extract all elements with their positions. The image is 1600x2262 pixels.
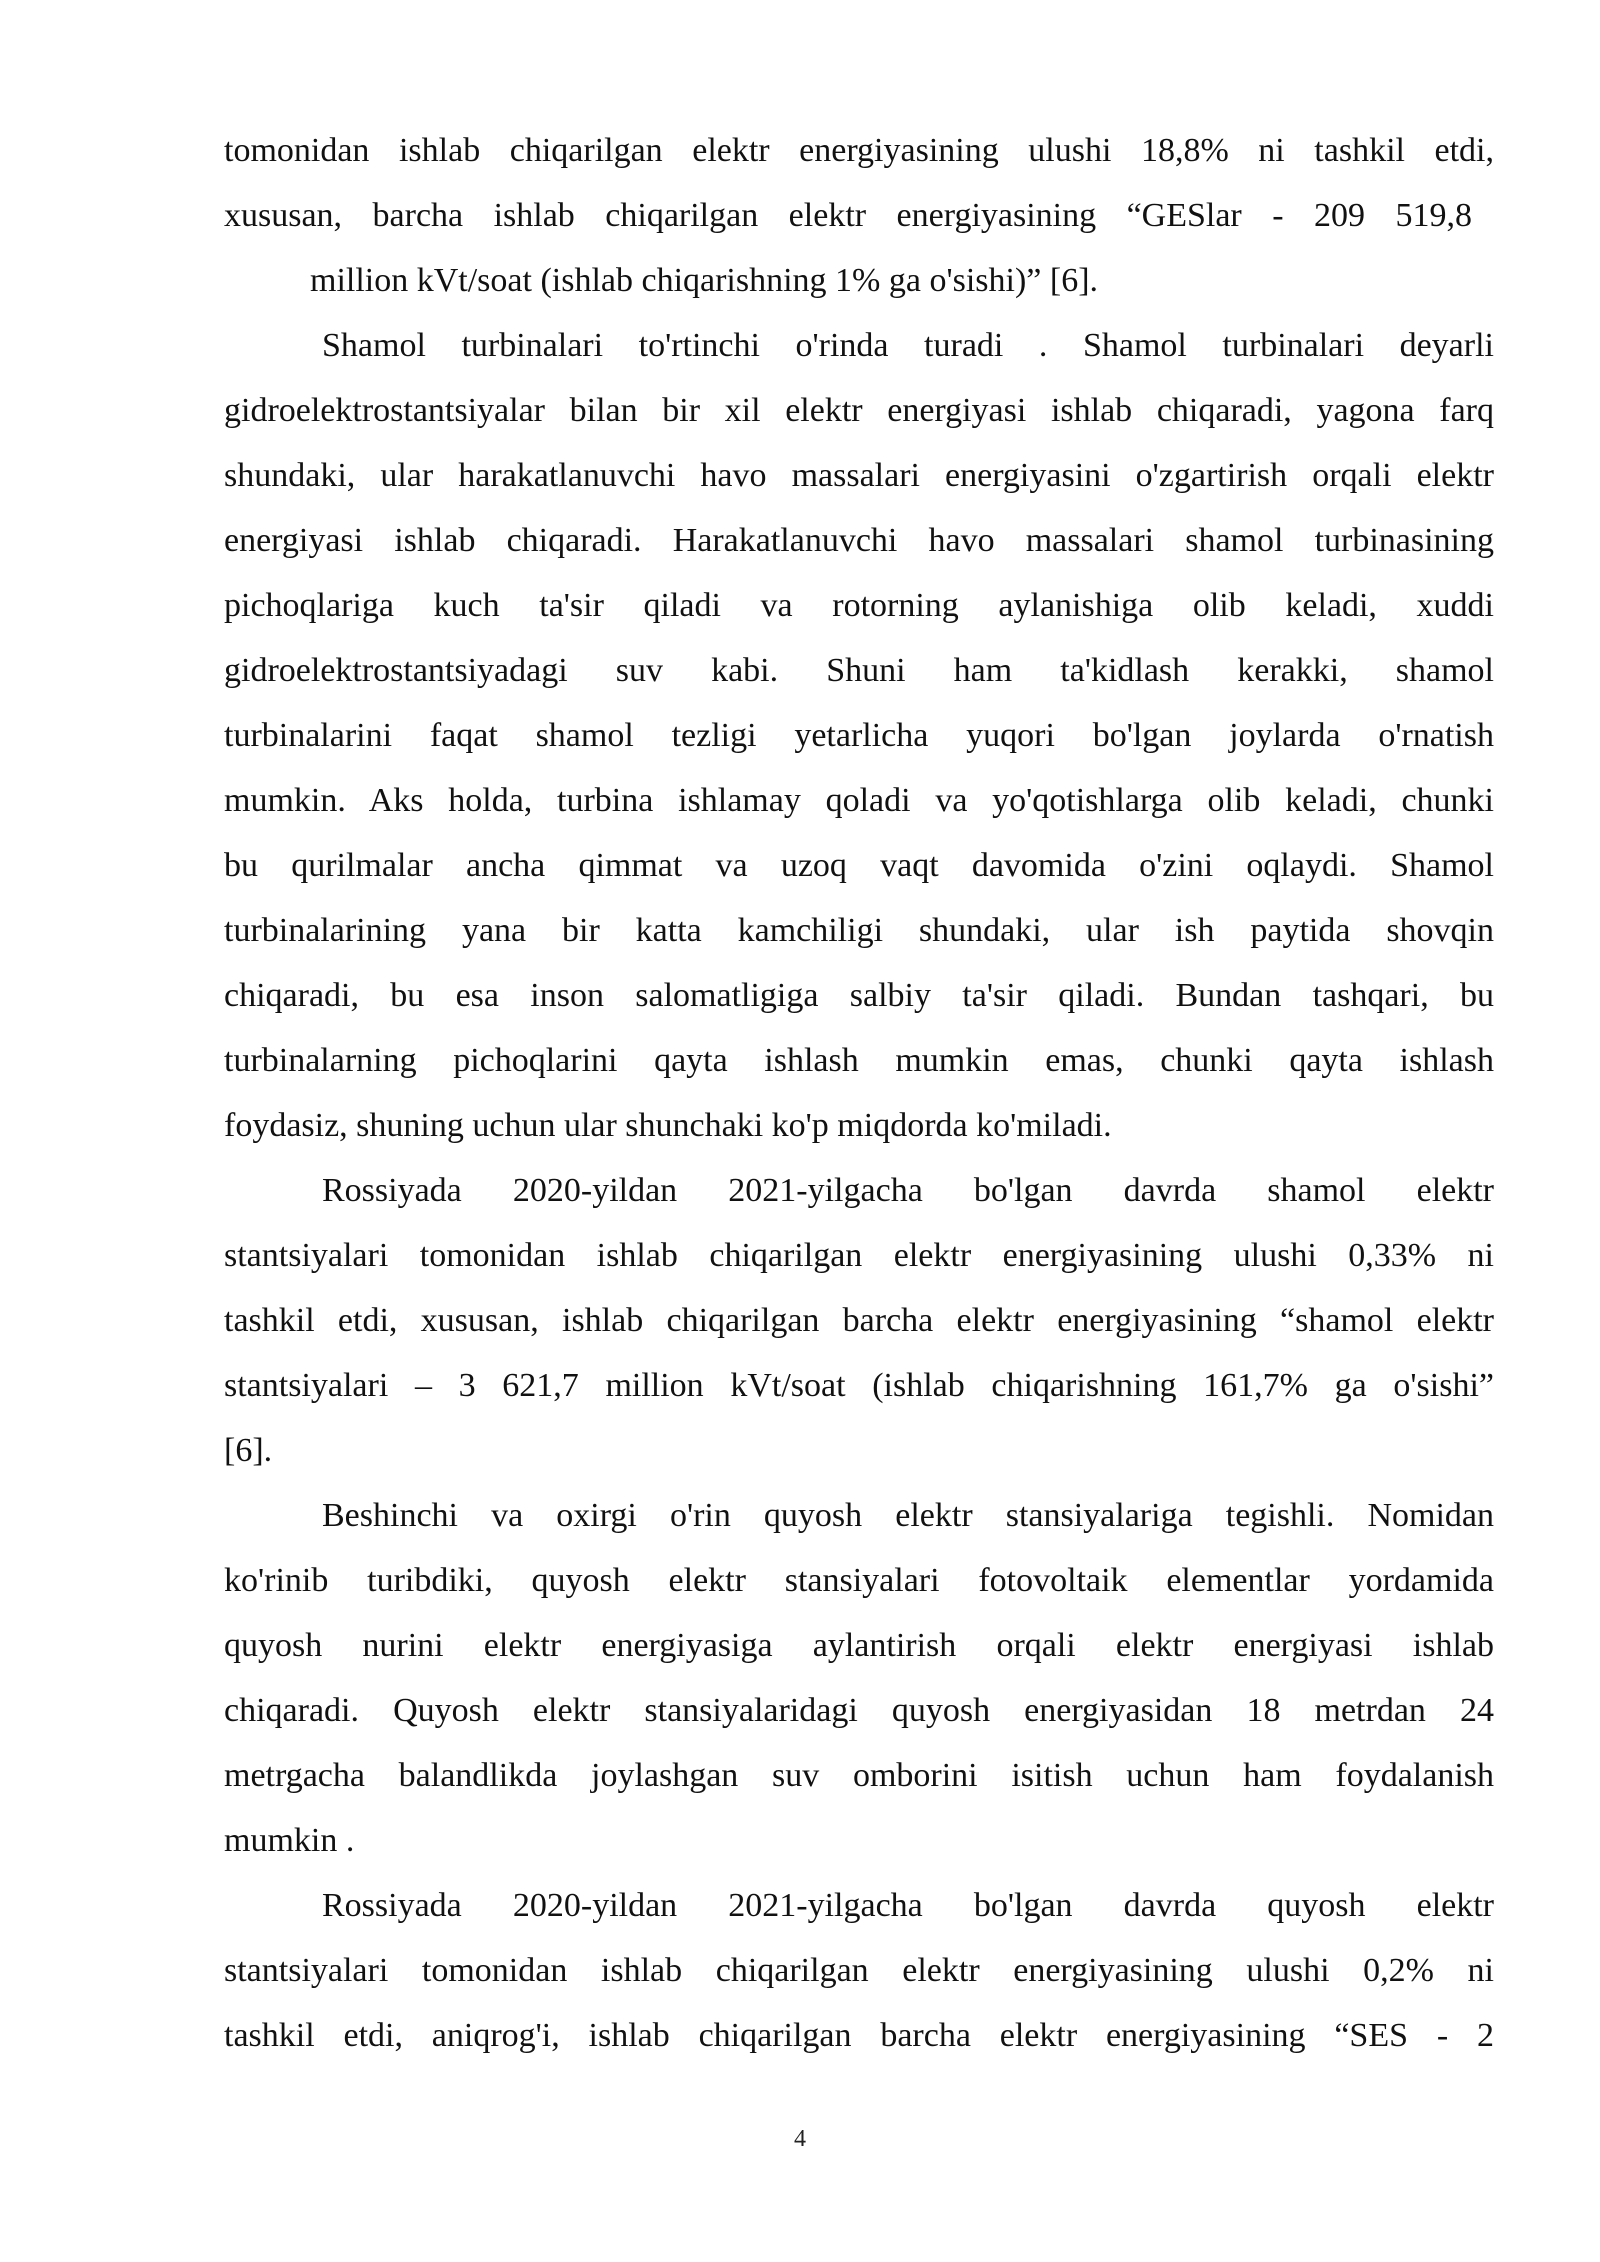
text-line: tashkil etdi, xususan, ishlab chiqarilgan barcha elektr energiyasining “shamol elektr [224, 1302, 1494, 1339]
text-line: Shamol turbinalari to'rtinchi o'rinda turadi . Shamol turbinalari deyarli [322, 327, 1494, 364]
text-line: shundaki, ular harakatlanuvchi havo massalari energiyasini o'zgartirish orqali elektr [224, 457, 1494, 494]
text-line: tashkil etdi, aniqrog'i, ishlab chiqarilgan barcha elektr energiyasining “SES - 2 [224, 2017, 1494, 2054]
text-line: tomonidan ishlab chiqarilgan elektr energiyasining ulushi 18,8% ni tashkil etdi, [224, 132, 1494, 169]
text-line: stantsiyalari tomonidan ishlab chiqarilgan elektr energiyasining ulushi 0,2% ni [224, 1952, 1494, 1989]
text-line: gidroelektrostantsiyalar bilan bir xil elektr energiyasi ishlab chiqaradi, yagona farq [224, 392, 1494, 429]
text-line: chiqaradi. Quyosh elektr stansiyalaridagi quyosh energiyasidan 18 metrdan 24 [224, 1692, 1494, 1729]
text-line: bu qurilmalar ancha qimmat va uzoq vaqt davomida o'zini oqlaydi. Shamol [224, 847, 1494, 884]
text-line: mumkin. Aks holda, turbina ishlamay qoladi va yo'qotishlarga olib keladi, chunki [224, 782, 1494, 819]
text-line: Beshinchi va oxirgi o'rin quyosh elektr stansiyalariga tegishli. Nomidan [322, 1497, 1494, 1534]
text-line: metrgacha balandlikda joylashgan suv omborini isitish uchun ham foydalanish [224, 1757, 1494, 1794]
text-line: million kVt/soat (ishlab chiqarishning 1% ga o'sishi)” [6]. [310, 262, 1099, 299]
document-page [224, 118, 1494, 2068]
text-line: gidroelektrostantsiyadagi suv kabi. Shuni ham ta'kidlash kerakki, shamol [224, 652, 1494, 689]
text-line: energiyasi ishlab chiqaradi. Harakatlanuvchi havo massalari shamol turbinasining [224, 522, 1494, 559]
text-line: turbinalarning pichoqlarini qayta ishlash mumkin emas, chunki qayta ishlash [224, 1042, 1494, 1079]
text-line: quyosh nurini elektr energiyasiga aylantirish orqali elektr energiyasi ishlab [224, 1627, 1494, 1664]
text-line: pichoqlariga kuch ta'sir qiladi va rotorning aylanishiga olib keladi, xuddi [224, 587, 1494, 624]
text-line: chiqaradi, bu esa inson salomatligiga salbiy ta'sir qiladi. Bundan tashqari, bu [224, 977, 1494, 1014]
text-line: mumkin . [224, 1822, 355, 1859]
text-line: Rossiyada 2020-yildan 2021-yilgacha bo'lgan davrda shamol elektr [322, 1172, 1494, 1209]
text-line: ko'rinib turibdiki, quyosh elektr stansiyalari fotovoltaik elementlar yordamida [224, 1562, 1494, 1599]
text-line: turbinalarining yana bir katta kamchiligi shundaki, ular ish paytida shovqin [224, 912, 1494, 949]
text-line: stantsiyalari tomonidan ishlab chiqarilgan elektr energiyasining ulushi 0,33% ni [224, 1237, 1494, 1274]
text-line: stantsiyalari – 3 621,7 million kVt/soat (ishlab chiqarishning 161,7% ga o'sishi” [224, 1367, 1494, 1404]
text-line: Rossiyada 2020-yildan 2021-yilgacha bo'lgan davrda quyosh elektr [322, 1887, 1494, 1924]
text-line: foydasiz, shuning uchun ular shunchaki ko'p miqdorda ko'miladi. [224, 1107, 1112, 1144]
page-number: 4 [794, 2126, 806, 2152]
text-line: [6]. [224, 1432, 273, 1469]
text-line: turbinalarini faqat shamol tezligi yetarlicha yuqori bo'lgan joylarda o'rnatish [224, 717, 1494, 754]
text-line: xususan, barcha ishlab chiqarilgan elektr energiyasining “GESlar - 209 519,8 [224, 197, 1472, 234]
